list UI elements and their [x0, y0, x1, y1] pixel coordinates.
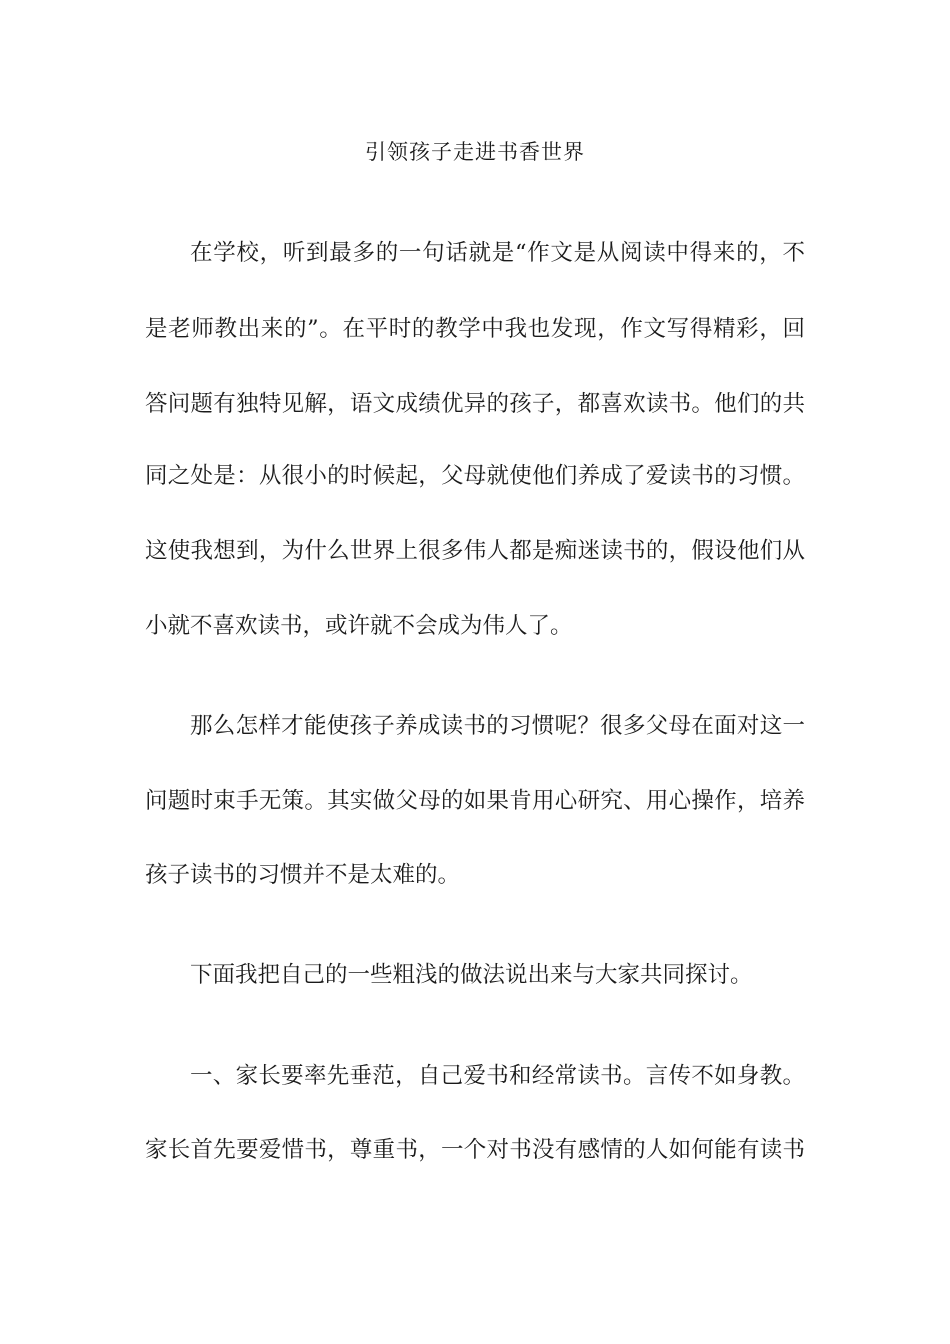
paragraph-2-line-2: 问题时束手无策。其实做父母的如果肯用心研究、用心操作，培养 — [145, 788, 805, 814]
paragraph-4-line-1: 一、家长要率先垂范，自己爱书和经常读书。言传不如身教。 — [190, 1063, 805, 1089]
document-title: 引领孩子走进书香世界 — [365, 140, 585, 164]
paragraph-1-line-5: 这使我想到，为什么世界上很多伟人都是痴迷读书的，假设他们从 — [145, 538, 805, 564]
paragraph-1-line-1: 在学校，听到最多的一句话就是“作文是从阅读中得来的，不 — [190, 240, 805, 266]
paragraph-1-line-4: 同之处是：从很小的时候起，父母就使他们养成了爱读书的习惯。 — [145, 463, 805, 489]
paragraph-2-line-3: 孩子读书的习惯并不是太难的。 — [145, 862, 461, 888]
paragraph-2-line-1: 那么怎样才能使孩子养成读书的习惯呢？很多父母在面对这一 — [190, 713, 805, 739]
paragraph-1-line-2: 是老师教出来的”。在平时的教学中我也发现，作文写得精彩，回 — [145, 316, 805, 342]
paragraph-3-line-1: 下面我把自己的一些粗浅的做法说出来与大家共同探讨。 — [190, 962, 753, 988]
paragraph-1-line-6: 小就不喜欢读书，或许就不会成为伟人了。 — [145, 613, 573, 639]
paragraph-4-line-2: 家长首先要爱惜书，尊重书，一个对书没有感情的人如何能有读书 — [145, 1137, 805, 1163]
paragraph-1-line-3: 答问题有独特见解，语文成绩优异的孩子，都喜欢读书。他们的共 — [145, 391, 805, 417]
